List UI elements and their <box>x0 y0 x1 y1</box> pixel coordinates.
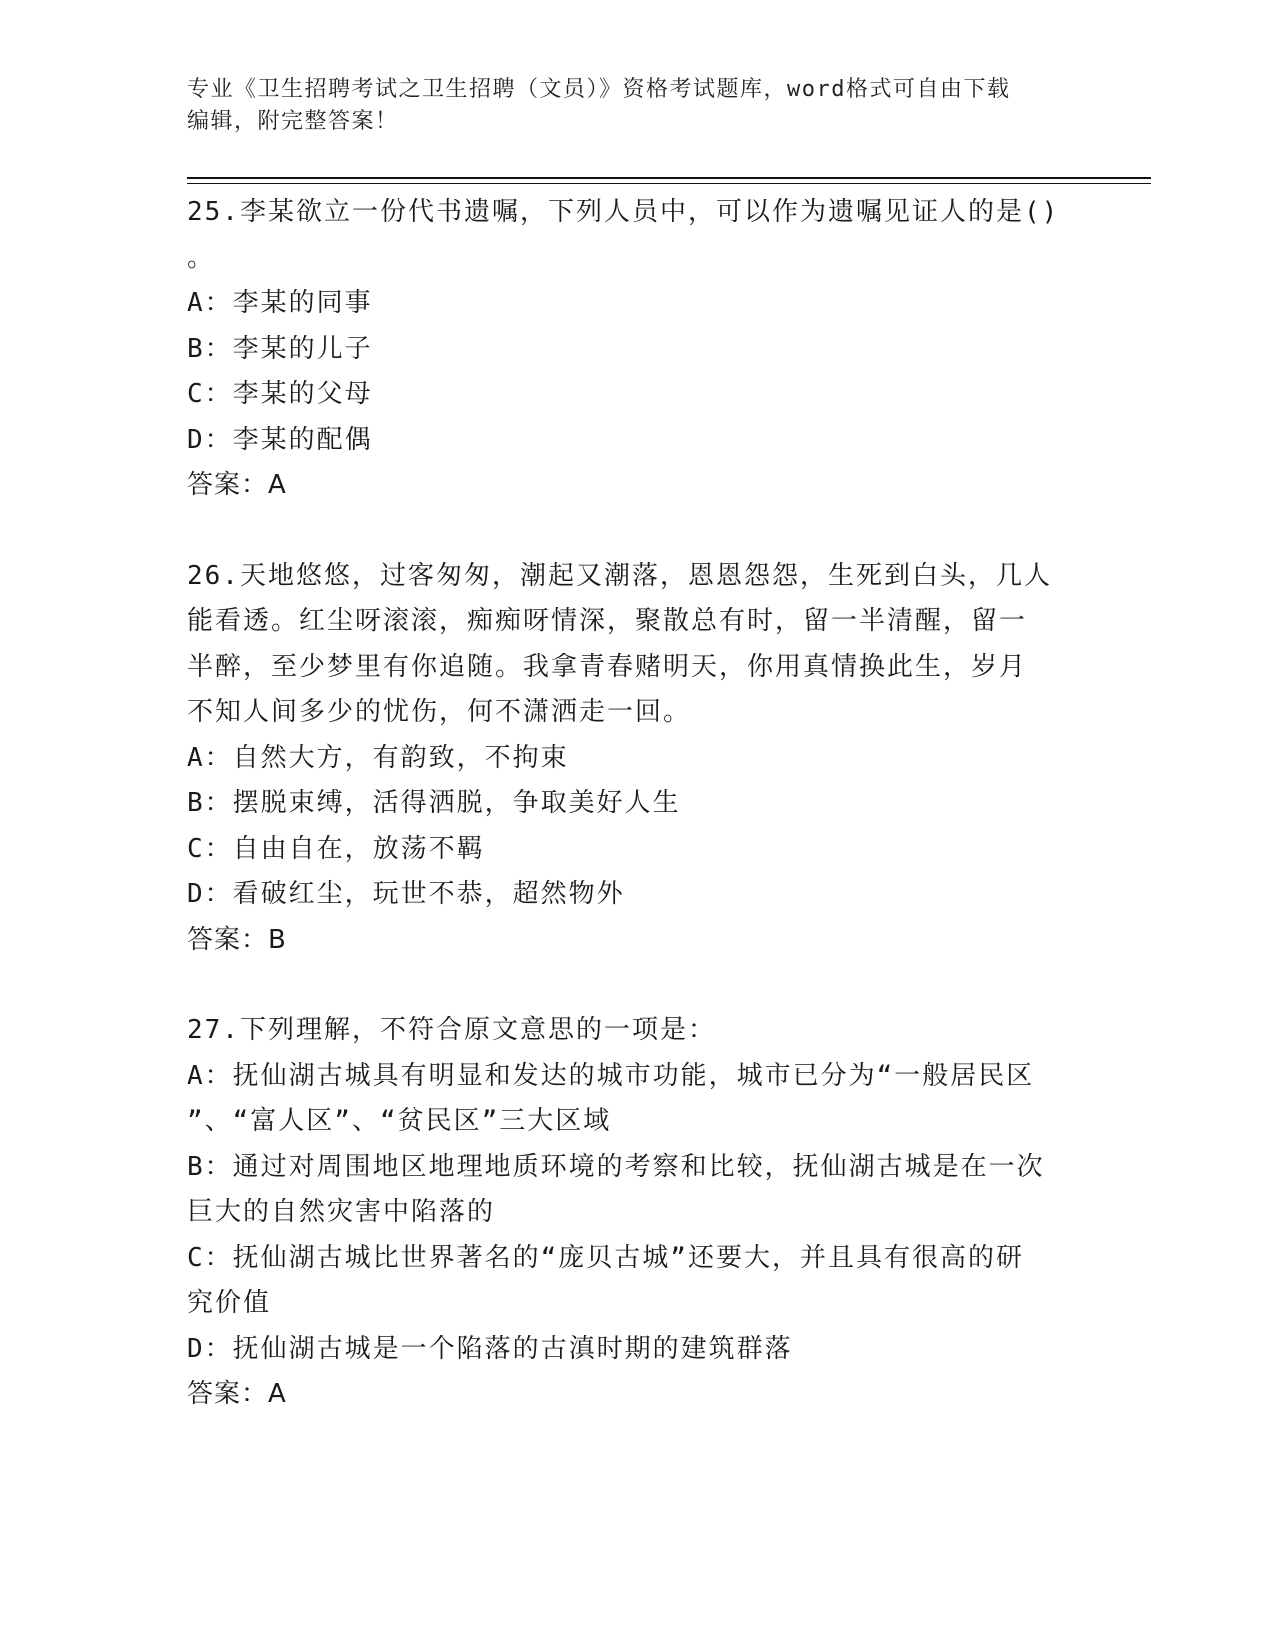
option-b: B：李某的儿子 <box>187 333 373 364</box>
question-25 <box>187 190 1077 509</box>
header-line-1: 专业《卫生招聘考试之卫生招聘（文员）》资格考试题库，word格式可自由下载 <box>187 77 1011 102</box>
question-stem-line: 25.李某欲立一份代书遗嘱，下列人员中，可以作为遗嘱见证人的是() <box>187 197 1060 227</box>
question-stem-line: 半醉，至少梦里有你追随。我拿青春赌明天，你用真情换此生，岁月 <box>187 651 1028 682</box>
option-d: D：李某的配偶 <box>187 424 373 455</box>
question-stem-line: 27.下列理解，不符合原文意思的一项是： <box>187 1015 716 1045</box>
option-d: D：抚仙湖古城是一个陷落的古滇时期的建筑群落 <box>187 1333 793 1364</box>
option-d: D：看破红尘，玩世不恭，超然物外 <box>187 879 625 909</box>
option-c: C：李某的父母 <box>187 379 373 409</box>
option-a-line-1: A：抚仙湖古城具有明显和发达的城市功能，城市已分为“一般居民区 <box>187 1060 1035 1091</box>
option-a: A：李某的同事 <box>187 288 373 318</box>
question-stem-line: 不知人间多少的忧伤，何不潇洒走一回。 <box>187 697 692 727</box>
answer-label: 答案： <box>187 1379 269 1409</box>
question-spacer <box>187 963 1077 1008</box>
header-divider-thick <box>187 177 1151 179</box>
answer-value: A <box>268 470 287 500</box>
header-line-2: 编辑，附完整答案！ <box>187 109 399 134</box>
answer-line <box>187 463 1077 509</box>
question-spacer <box>187 509 1077 554</box>
option-c: C：自由自在，放荡不羁 <box>187 833 485 864</box>
question-26 <box>187 554 1077 964</box>
question-stem-line: 能看透。红尘呀滚滚，痴痴呀情深，聚散总有时，留一半清醒，留一 <box>187 606 1028 636</box>
option-c-line-2: 究价值 <box>187 1288 272 1318</box>
answer-label: 答案： <box>187 470 269 500</box>
document-header <box>187 74 1067 138</box>
answer-line <box>187 1372 1077 1418</box>
question-stem-line: 。 <box>187 242 216 273</box>
option-a: A：自然大方，有韵致，不拘束 <box>187 742 569 773</box>
question-27 <box>187 1008 1077 1418</box>
option-b-line-1: B：通过对周围地区地理地质环境的考察和比较，抚仙湖古城是在一次 <box>187 1151 1045 1182</box>
option-c-line-1: C：抚仙湖古城比世界著名的“庞贝古城”还要大，并且具有很高的研 <box>187 1242 1024 1273</box>
question-stem-line: 26.天地悠悠，过客匆匆，潮起又潮落，恩恩怨怨，生死到白头，几人 <box>187 560 1052 591</box>
question-list <box>187 190 1077 1418</box>
option-b-line-2: 巨大的自然灾害中陷落的 <box>187 1197 496 1227</box>
answer-label: 答案： <box>187 924 269 955</box>
answer-value: B <box>268 924 287 955</box>
option-a-line-2: ”、“富人区”、“贫民区”三大区域 <box>187 1106 612 1136</box>
option-b: B：摆脱束缚，活得洒脱，争取美好人生 <box>187 788 681 818</box>
answer-line <box>187 918 1077 964</box>
header-divider-thin <box>187 183 1151 184</box>
answer-value: A <box>268 1379 287 1409</box>
